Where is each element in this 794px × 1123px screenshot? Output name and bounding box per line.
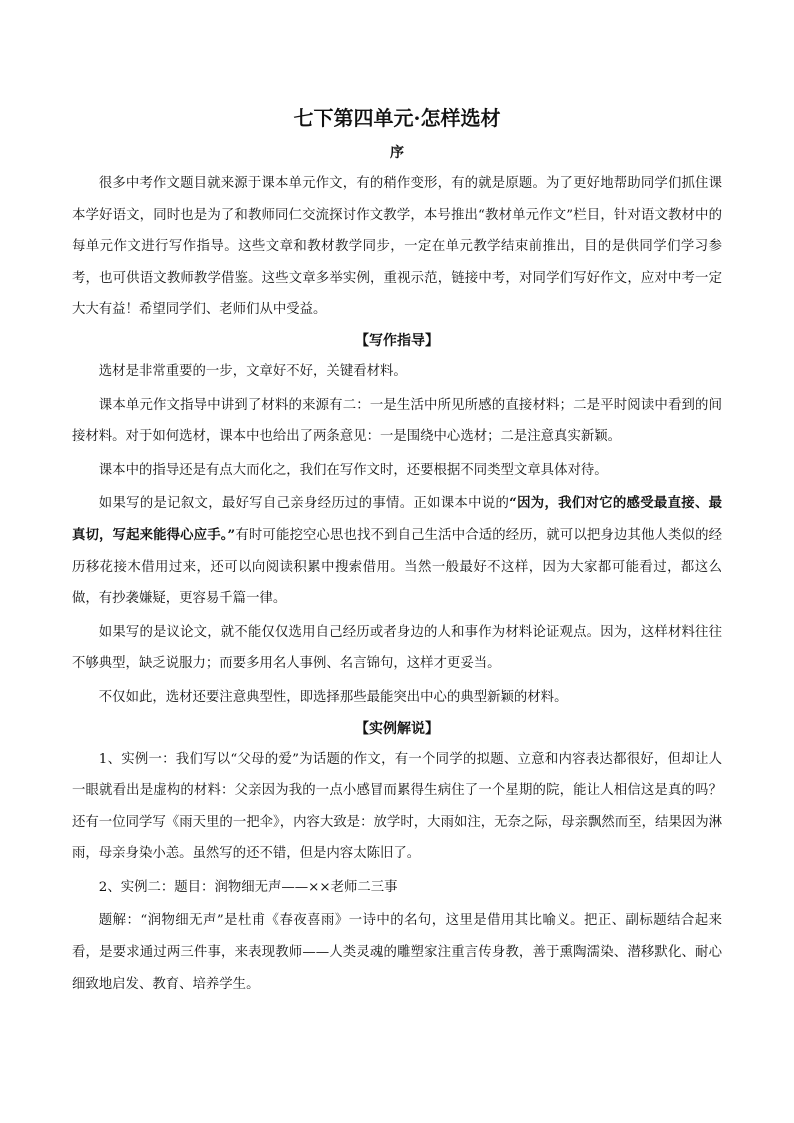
- guidance-p4-quote: “因为，我们对它的感受最直接、最真切，写起来能得心应手。”: [72, 495, 723, 543]
- guidance-paragraph-3: 课本中的指导还是有点大而化之，我们在写作文时，还要根据不同类型文章具体对待。: [98, 462, 608, 478]
- examples-heading: 【实例解说】: [355, 720, 439, 737]
- guidance-paragraph-5: 如果写的是议论文，就不能仅仅选用自己经历或者身边的人和事作为材料论证观点。因为，这样材料往往不够典型，缺乏说服力；而要多用名人事例、名言锦句，这样才更妥当。: [72, 624, 722, 672]
- guidance-paragraph-2: 课本单元作文指导中讲到了材料的来源有二：一是生活中所见所感的直接材料；二是平时阅读中看到的间接材料。对于如何选材，课本中也给出了两条意见：一是围绕中心选材；二是注意真实新颖。: [72, 397, 722, 445]
- guidance-paragraph-1: 选材是非常重要的一步，文章好不好，关键看材料。: [98, 363, 407, 379]
- preface-heading: 序: [390, 145, 404, 161]
- guidance-p4-text-before: 如果写的是记叙文，最好写自己亲身经历过的事情。正如课本中说的: [98, 496, 510, 512]
- document-title: 七下第四单元·怎样选材: [293, 106, 501, 130]
- preface-paragraph: 很多中考作文题目就来源于课本单元作文，有的稍作变形，有的就是原题。为了更好地帮助同学们抓住课本学好语文，同时也是为了和教师同仁交流探讨作文教学，本号推出“教材单元作文”栏目，针对语文教材中的每单元作文进行写作指导。这些文章和教材教学同步，一定在单元教学结束前推出，目的是供同学们学习参考，也可供语文教师教学借鉴。这些文章多举实例，重视示范，链接中考，对同学们写好作文，应对中考一定大大有益！希望同学们、老师们从中受益。: [72, 176, 722, 318]
- example-1: 1、实例一：我们写以“父母的爱”为话题的作文，有一个同学的拟题、立意和内容表达都很好，但却让人一眼就看出是虚构的材料：父亲因为我的一点小感冒而累得生病住了一个星期的院，能让人相信这是真的吗？还有一位同学写《雨天里的一把伞》，内容大致是：放学时，大雨如注，无奈之际，母亲飘然而至，结果因为淋雨，母亲身染小恙。虽然写的还不错，但是内容太陈旧了。: [72, 751, 722, 862]
- example-2-analysis: 题解：“润物细无声”是杜甫《春夜喜雨》一诗中的名句，这里是借用其比喻义。把正、副标题结合起来看，是要求通过两三件事，来表现教师——人类灵魂的雕塑家注重言传身教，善于熏陶濡染、潜移默化、耐心细致地启发、教育、培养学生。: [72, 913, 722, 992]
- guidance-paragraph-6: 不仅如此，选材还要注意典型性，即选择那些最能突出中心的典型新颖的材料。: [98, 689, 568, 705]
- guidance-heading: 【写作指导】: [355, 332, 439, 349]
- guidance-p4-text-after: 有时可能挖空心思也找不到自己生活中合适的经历，就可以把身边其他人类似的经历移花接木借用过来，还可以向阅读积累中搜索借用。当然一般最好不这样，因为大家都可能看过，都这么做，有抄袭嫌疑，更容易千篇一律。: [72, 527, 722, 607]
- example-2: 2、实例二：题目：润物细无声——××老师二三事: [98, 879, 398, 895]
- document-page: [72, 104, 722, 1002]
- guidance-paragraph-4: [72, 488, 722, 614]
